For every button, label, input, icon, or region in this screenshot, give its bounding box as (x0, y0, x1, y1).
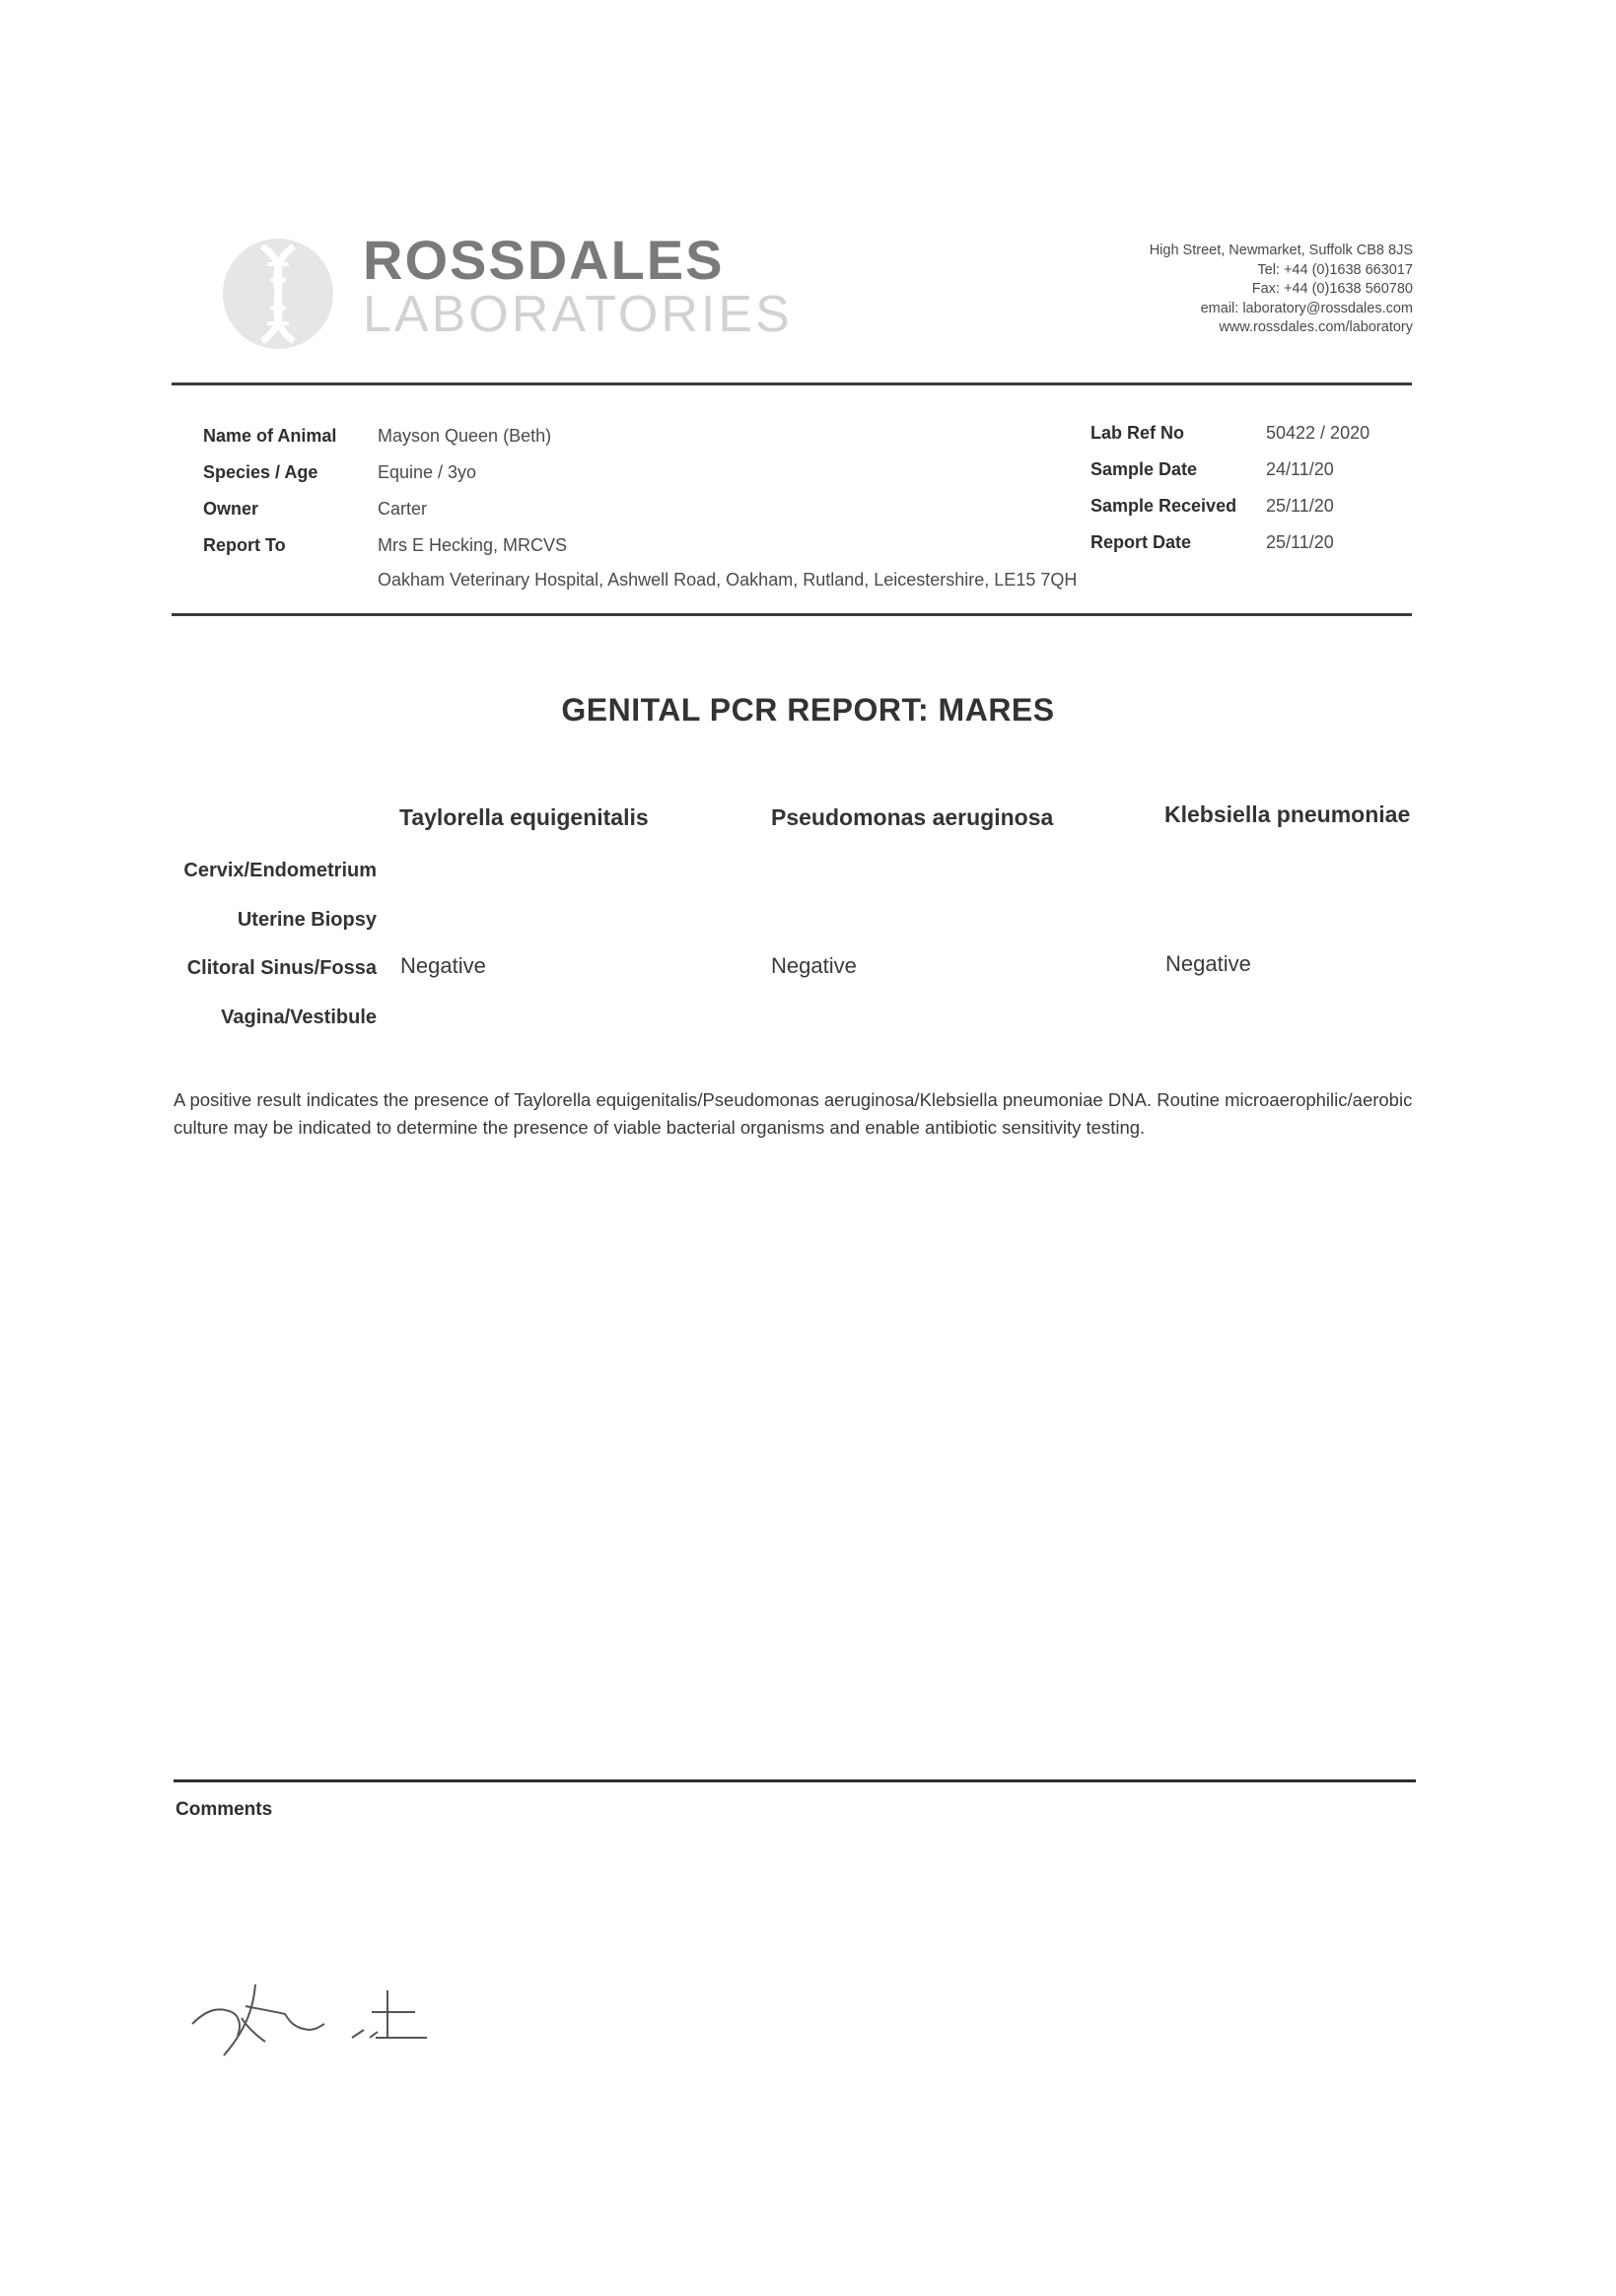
column-header: Taylorella equigenitalis (399, 804, 649, 830)
result-cell: Negative (400, 953, 486, 978)
signature-icon (182, 1977, 478, 2085)
details-divider (172, 613, 1412, 616)
sample-received-label: Sample Received (1090, 496, 1237, 516)
owner-label: Owner (203, 499, 259, 519)
report-title: GENITAL PCR REPORT: MARES (561, 692, 1055, 728)
row-label: Uterine Biopsy (237, 909, 377, 931)
owner-value: Carter (378, 499, 428, 519)
address-line: High Street, Newmarket, Suffolk CB8 8JS (1149, 243, 1413, 258)
sample-date-value: 24/11/20 (1266, 459, 1334, 479)
address-line: email: laboratory@rossdales.com (1200, 300, 1413, 316)
brand-name: ROSSDALES (363, 229, 725, 291)
column-header: Pseudomonas aeruginosa (771, 804, 1054, 830)
brand-subname: LABORATORIES (363, 286, 793, 343)
address-line: Fax: +44 (0)1638 560780 (1251, 281, 1413, 297)
lab-ref-value: 50422 / 2020 (1266, 423, 1370, 443)
row-label: Clitoral Sinus/Fossa (186, 957, 377, 979)
header-divider (172, 383, 1412, 385)
comments-label: Comments (176, 1799, 273, 1820)
address-line: www.rossdales.com/laboratory (1219, 319, 1413, 335)
lab-address (999, 242, 1413, 338)
report-to-address: Oakham Veterinary Hospital, Ashwell Road, Oakham, Rutland, Leicestershire, LE15 7QH (378, 570, 1078, 590)
row-label: Vagina/Vestibule (221, 1007, 377, 1028)
report-to-value: Mrs E Hecking, MRCVS (378, 535, 568, 555)
dna-helix-icon (219, 235, 337, 353)
column-header: Klebsiella pneumoniae (1164, 801, 1411, 827)
row-label: Cervix/Endometrium (183, 860, 377, 881)
result-cell: Negative (1165, 951, 1251, 976)
species-age-label: Species / Age (203, 462, 318, 482)
name-of-animal-value: Mayson Queen (Beth) (378, 426, 552, 446)
report-date-label: Report Date (1090, 532, 1192, 552)
report-to-label: Report To (203, 535, 286, 555)
lab-ref-label: Lab Ref No (1090, 423, 1185, 443)
sample-received-value: 25/11/20 (1266, 496, 1334, 516)
name-of-animal-label: Name of Animal (203, 426, 337, 446)
species-age-value: Equine / 3yo (378, 462, 477, 482)
sample-date-label: Sample Date (1090, 459, 1198, 479)
report-date-value: 25/11/20 (1266, 532, 1334, 552)
result-cell: Negative (771, 953, 857, 978)
interpretation-note: A positive result indicates the presence of Taylorella equigenitalis/Pseudomonas aeruginosa/Klebsiella pneumoniae DNA. Routine microaerophilic/aerobic culture may be indicated to determine the presence of viable bacterial organisms and enable antibiotic sensitivity testing. (174, 1089, 1413, 1138)
address-line: Tel: +44 (0)1638 663017 (1257, 261, 1413, 278)
comments-divider (174, 1779, 1416, 1782)
